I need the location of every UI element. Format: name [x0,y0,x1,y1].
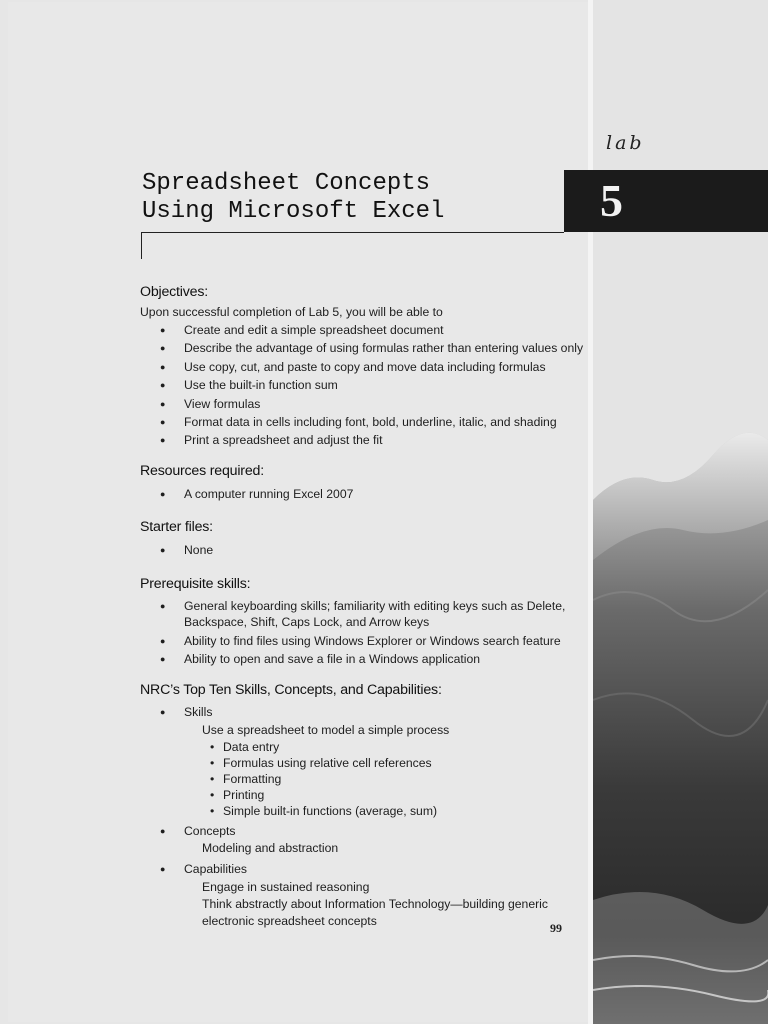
title-line-2: Using Microsoft Excel [142,198,445,225]
starter-heading: Starter files: [140,519,213,536]
list-item: • Data entry [210,739,590,755]
objectives-intro: Upon successful completion of Lab 5, you will be able to [140,305,443,319]
skills-sub: Use a spreadsheet to model a simple process [202,722,450,737]
list-item: ● General keyboarding skills; familiarity with editing keys such as Delete, Backspace, Shift, Caps Lock, and Arrow keys [140,598,590,630]
list-item: ● Ability to find files using Windows Explorer or Windows search feature [140,632,590,650]
list-item: ● Print a spreadsheet and adjust the fit [140,431,590,449]
list-item: ● Describe the advantage of using formulas rather than entering values only [140,339,590,357]
list-item [140,703,590,818]
capabilities-sub-1: Engage in sustained reasoning [202,879,370,894]
list-item [140,860,590,929]
list-item: ● Create and edit a simple spreadsheet document [140,321,590,339]
lab-label: lab [606,132,645,154]
list-item: ● Ability to open and save a file in a Windows application [140,650,590,668]
resources-heading: Resources required: [140,462,264,479]
lab-content [140,284,590,930]
list-item [140,822,590,857]
capabilities-sub-3: electronic spreadsheet concepts [202,913,377,928]
skills-label: Skills [184,705,213,720]
objectives-list [140,321,590,450]
lab-number-box [564,170,768,232]
title-rule [141,232,564,233]
list-item: • Formulas using relative cell references [210,755,590,771]
objectives-heading: Objectives: [140,284,208,300]
title-rule-tick [141,233,142,259]
nrc-list [140,703,590,929]
resources-list [140,485,590,503]
prereq-list [140,598,590,669]
capabilities-sub-2: Think abstractly about Information Technology—building generic [202,896,548,911]
list-item: ● A computer running Excel 2007 [140,485,590,503]
list-item: ● None [140,541,590,559]
lab-number: 5 [600,175,623,226]
starter-list [140,541,590,559]
skills-list [184,739,590,819]
concepts-sub: Modeling and abstraction [202,841,339,856]
title-line-1: Spreadsheet Concepts [142,170,431,197]
nrc-heading: NRC’s Top Ten Skills, Concepts, and Capabilities: [140,682,442,699]
list-item: ● Use copy, cut, and paste to copy and move data including formulas [140,358,590,376]
prereq-heading: Prerequisite skills: [140,575,251,592]
chapter-title [142,170,444,226]
list-item: • Simple built-in functions (average, sum) [210,803,590,819]
list-item: ● Use the built-in function sum [140,376,590,394]
list-item: • Formatting [210,771,590,787]
page-number: 99 [550,921,562,935]
list-item: ● Format data in cells including font, bold, underline, italic, and shading [140,413,590,431]
capabilities-label: Capabilities [184,862,248,877]
list-item: • Printing [210,787,590,803]
concepts-label: Concepts [184,823,236,838]
list-item: ● View formulas [140,395,590,413]
